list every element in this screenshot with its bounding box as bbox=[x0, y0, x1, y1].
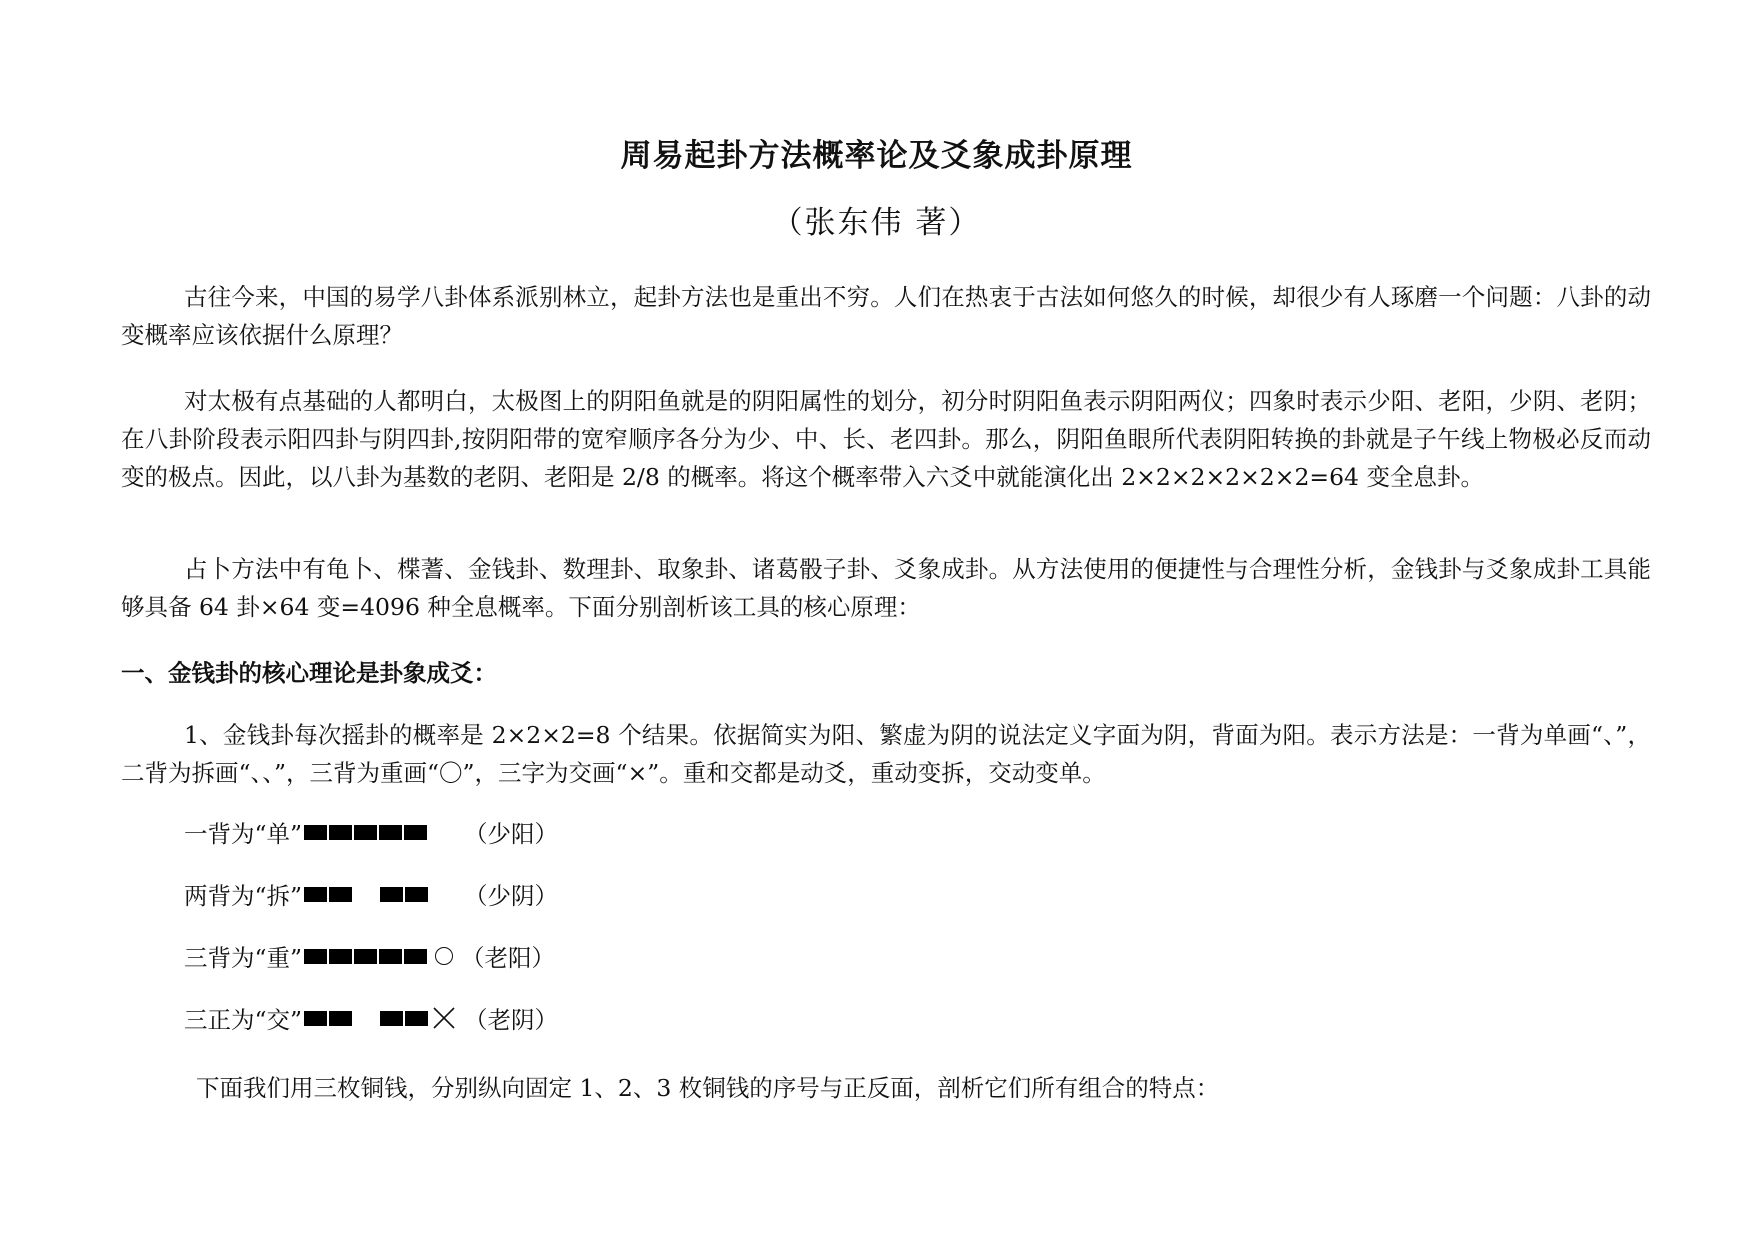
section-heading: 一、金钱卦的核心理论是卦象成爻： bbox=[121, 659, 497, 687]
yao-note: （老阳） bbox=[461, 944, 556, 972]
yao-solid-line bbox=[304, 824, 432, 840]
yao-label: 一背为“单” bbox=[184, 820, 303, 848]
paragraph-methods: 占卜方法中有龟卜、楪蓍、金钱卦、数理卦、取象卦、诸葛骰子卦、爻象成卦。从方法使用的便捷性与合理性分析，金钱卦与爻象成卦工具能够具备 64 卦×64 变=4096 种全息概率。下面分别剖析该工具的核心原理： bbox=[121, 555, 1651, 621]
yao-label: 三正为“交” bbox=[184, 1006, 303, 1034]
paragraph-intro: 古往今来，中国的易学八卦体系派别林立，起卦方法也是重出不穷。人们在热衷于古法如何悠久的时候，却很少有人琢磨一个问题：八卦的动变概率应该依据什么原理？ bbox=[121, 283, 1651, 349]
yao-note: （少阴） bbox=[464, 882, 559, 910]
document-author: （张东伟 著） bbox=[771, 205, 982, 241]
yao-broken-line bbox=[304, 1010, 432, 1026]
cross-icon bbox=[432, 1006, 456, 1030]
yao-row-shaoyin bbox=[184, 877, 558, 911]
document-title: 周易起卦方法概率论及爻象成卦原理 bbox=[620, 138, 1133, 174]
yao-broken-line bbox=[304, 886, 432, 902]
yao-label: 两背为“拆” bbox=[184, 882, 303, 910]
paragraph-coin-method: 1、金钱卦每次摇卦的概率是 2×2×2=8 个结果。依据简实为阳、繁虚为阴的说法定义字面为阴，背面为阳。表示方法是：一背为单画“、”，二背为拆画“、、”，三背为重画“〇”，三字为交画“×”。重和交都是动爻，重动变拆，交动变单。 bbox=[121, 721, 1651, 787]
yao-row-laoyang bbox=[184, 939, 555, 973]
yao-label: 三背为“重” bbox=[184, 944, 303, 972]
yao-note: （老阴） bbox=[464, 1006, 559, 1034]
yao-row-laoyin bbox=[184, 1001, 558, 1035]
circle-icon bbox=[435, 947, 453, 965]
yao-note: （少阳） bbox=[464, 820, 559, 848]
paragraph-closing: 下面我们用三枚铜钱，分别纵向固定 1、2、3 枚铜钱的序号与正反面，剖析它们所有组合的特点： bbox=[196, 1074, 1220, 1102]
yao-solid-line bbox=[304, 948, 432, 964]
paragraph-taiji: 对太极有点基础的人都明白，太极图上的阴阳鱼就是的阴阳属性的划分，初分时阴阳鱼表示阴阳两仪；四象时表示少阳、老阳，少阴、老阴；在八卦阶段表示阳四卦与阴四卦,按阴阳带的宽窄顺序各分为少、中、长、老四卦。那么，阴阳鱼眼所代表阴阳转换的卦就是子午线上物极必反而动变的极点。因此，以八卦为基数的老阴、老阳是 2/8 的概率。将这个概率带入六爻中就能演化出 2×2×2×2×2×2=64 变全息卦。 bbox=[121, 387, 1651, 491]
yao-row-shaoyang bbox=[184, 815, 558, 849]
